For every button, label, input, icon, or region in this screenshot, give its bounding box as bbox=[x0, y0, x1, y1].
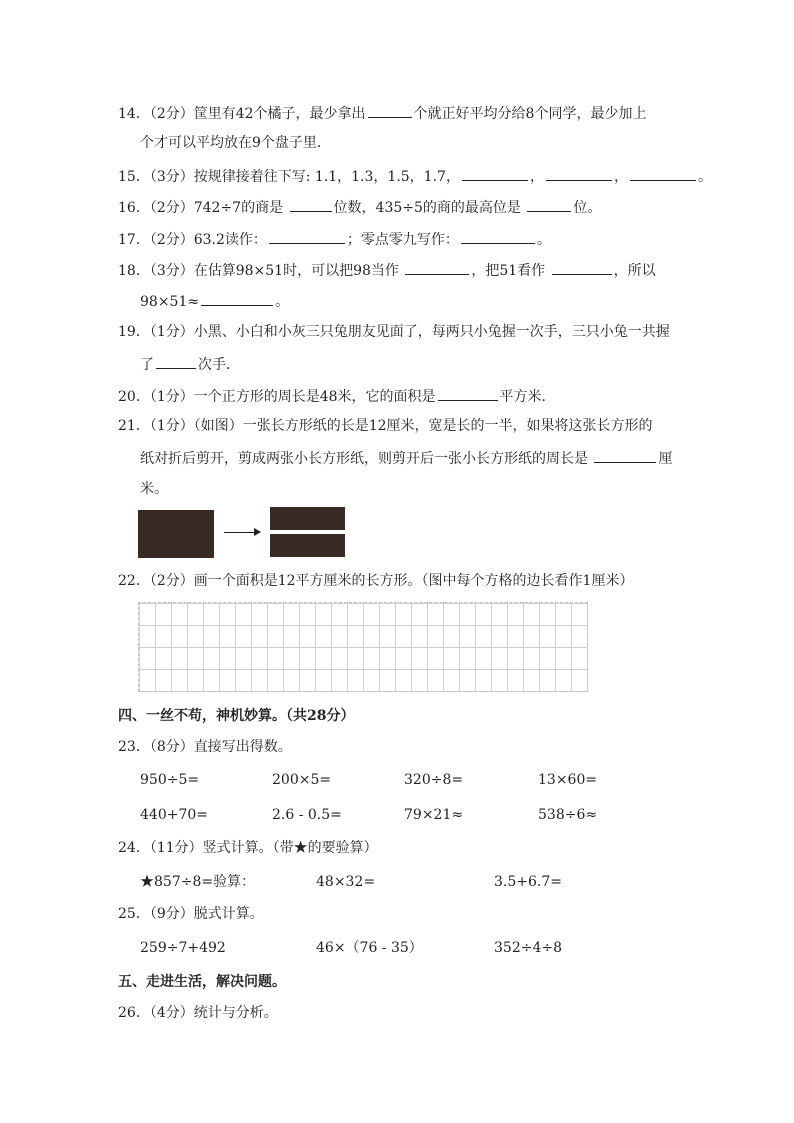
calc-item: 950÷5= bbox=[140, 772, 200, 788]
stepwise-calc-item: 352÷4÷8 bbox=[494, 940, 562, 956]
q25-title: 25．（9分）脱式计算。 bbox=[118, 906, 264, 922]
vertical-calc-item: 3.5+6.7= bbox=[494, 874, 562, 890]
question-17 bbox=[118, 229, 678, 249]
q16-blank-1[interactable] bbox=[290, 197, 332, 212]
q20-text-b: 平方米． bbox=[499, 389, 556, 405]
section-4-title: 四、一丝不苟，神机妙算。（共28分） bbox=[118, 708, 355, 724]
q19-blank-1[interactable] bbox=[156, 354, 196, 369]
calc-item: 13×60= bbox=[538, 772, 598, 788]
question-18-line-2 bbox=[140, 291, 700, 311]
stepwise-calc-item: 46×（76 - 35） bbox=[316, 940, 423, 956]
small-rectangle-bottom-figure bbox=[270, 534, 345, 557]
q18-blank-1[interactable] bbox=[405, 260, 469, 275]
drawing-grid[interactable] bbox=[138, 602, 588, 692]
calc-item: 79×21≈ bbox=[404, 807, 464, 823]
question-23-title bbox=[118, 738, 678, 756]
question-16 bbox=[118, 197, 678, 217]
q19-text-b: 了 bbox=[140, 357, 154, 373]
q19-text-c: 次手． bbox=[198, 357, 240, 373]
q18-text-d: 98×51≈ bbox=[140, 294, 200, 310]
question-21-line-2 bbox=[140, 448, 700, 468]
q15-blank-3[interactable] bbox=[630, 166, 696, 181]
q22-text: 22．（2分）画一个面积是12平方厘米的长方形。（图中每个方格的边长看作1厘米） bbox=[118, 573, 634, 589]
calc-item: 2.6 - 0.5= bbox=[272, 807, 342, 823]
q17-text-c: 。 bbox=[536, 232, 551, 248]
question-14-line-2 bbox=[140, 134, 700, 152]
q16-blank-2[interactable] bbox=[527, 197, 571, 212]
calc-item: 538÷6≈ bbox=[538, 807, 598, 823]
q16-text-b: 位数，435÷5的商的最高位是 bbox=[333, 200, 521, 216]
section-5-heading bbox=[118, 973, 678, 991]
question-20 bbox=[118, 386, 678, 406]
calc-item: 320÷8= bbox=[404, 772, 464, 788]
question-21-line-1 bbox=[118, 417, 678, 435]
q14-text-c: 个才可以平均放在9个盘子里． bbox=[140, 135, 331, 151]
q15-sep-2: ， bbox=[613, 169, 628, 185]
q21-blank-1[interactable] bbox=[594, 448, 656, 463]
big-rectangle-figure bbox=[138, 510, 214, 558]
q21-text-b: 纸对折后剪开，剪成两张小长方形纸，则剪开后一张小长方形纸的周长是 bbox=[140, 451, 588, 467]
vertical-calc-item: 48×32= bbox=[316, 874, 376, 890]
question-25-title bbox=[118, 905, 678, 923]
question-22 bbox=[118, 572, 678, 590]
stepwise-calc-item: 259÷7+492 bbox=[140, 940, 226, 956]
q17-blank-1[interactable] bbox=[269, 229, 345, 244]
question-15 bbox=[118, 166, 712, 186]
q18-blank-3[interactable] bbox=[201, 291, 273, 306]
vertical-calc-item: ★857÷8=验算： bbox=[140, 874, 256, 890]
q18-text-b: ，把51看作 bbox=[471, 263, 546, 279]
calc-item: 440+70= bbox=[140, 807, 208, 823]
q17-text-a: 17．（2分）63.2读作： bbox=[118, 232, 267, 248]
q14-text-a: 14．（2分）筐里有42个橘子，最少拿出 bbox=[118, 106, 366, 122]
q18-blank-2[interactable] bbox=[552, 260, 612, 275]
q16-text-a: 16．（2分）742÷7的商是 bbox=[118, 200, 284, 216]
q19-text-a: 19．（1分）小黑、小白和小灰三只兔朋友见面了，每两只小兔握一次手，三只小兔一共握 bbox=[118, 324, 670, 340]
q15-end: 。 bbox=[697, 169, 712, 185]
section-5-title: 五、走进生活，解决问题。 bbox=[118, 974, 286, 990]
q15-blank-1[interactable] bbox=[462, 166, 528, 181]
arrow-right-icon bbox=[254, 528, 261, 536]
q21-text-a: 21．（1分）（如图）一张长方形纸的长是12厘米，宽是长的一半，如果将这张长方形的 bbox=[118, 418, 653, 434]
calc-item: 200×5= bbox=[272, 772, 332, 788]
question-26 bbox=[118, 1004, 678, 1022]
q23-title: 23．（8分）直接写出得数。 bbox=[118, 739, 292, 755]
section-4-heading bbox=[118, 707, 678, 725]
q26-text: 26．（4分）统计与分析。 bbox=[118, 1005, 278, 1021]
q17-blank-2[interactable] bbox=[461, 229, 535, 244]
q16-text-c: 位。 bbox=[573, 200, 602, 216]
q18-text-c: ，所以 bbox=[613, 263, 656, 279]
q15-blank-2[interactable] bbox=[546, 166, 612, 181]
question-14-line-1 bbox=[118, 103, 678, 123]
q18-text-e: 。 bbox=[275, 294, 290, 310]
q14-blank-1[interactable] bbox=[368, 103, 412, 118]
small-rectangle-top-figure bbox=[270, 507, 345, 530]
q15-sep-1: ， bbox=[529, 169, 544, 185]
question-19-line-1 bbox=[118, 323, 678, 341]
q17-text-b: ；零点零九写作： bbox=[346, 232, 459, 248]
q14-text-b: 个就正好平均分给8个同学，最少加上 bbox=[413, 106, 647, 122]
q21-text-c: 厘 bbox=[658, 451, 673, 467]
question-24-title bbox=[118, 839, 678, 857]
q21-text-d: 米。 bbox=[140, 481, 168, 497]
question-18-line-1 bbox=[118, 260, 678, 280]
q15-text: 15．（3分）按规律接着往下写: 1.1，1.3，1.5，1.7， bbox=[118, 169, 460, 185]
q20-blank-1[interactable] bbox=[438, 386, 498, 401]
question-21-line-3 bbox=[140, 480, 700, 498]
q24-title: 24．（11分）竖式计算。（带★的要验算） bbox=[118, 840, 378, 856]
arrow-line bbox=[224, 532, 256, 533]
question-19-line-2 bbox=[140, 354, 700, 374]
q20-text-a: 20．（1分）一个正方形的周长是48米，它的面积是 bbox=[118, 389, 436, 405]
q18-text-a: 18．（3分）在估算98×51时，可以把98当作 bbox=[118, 263, 399, 279]
